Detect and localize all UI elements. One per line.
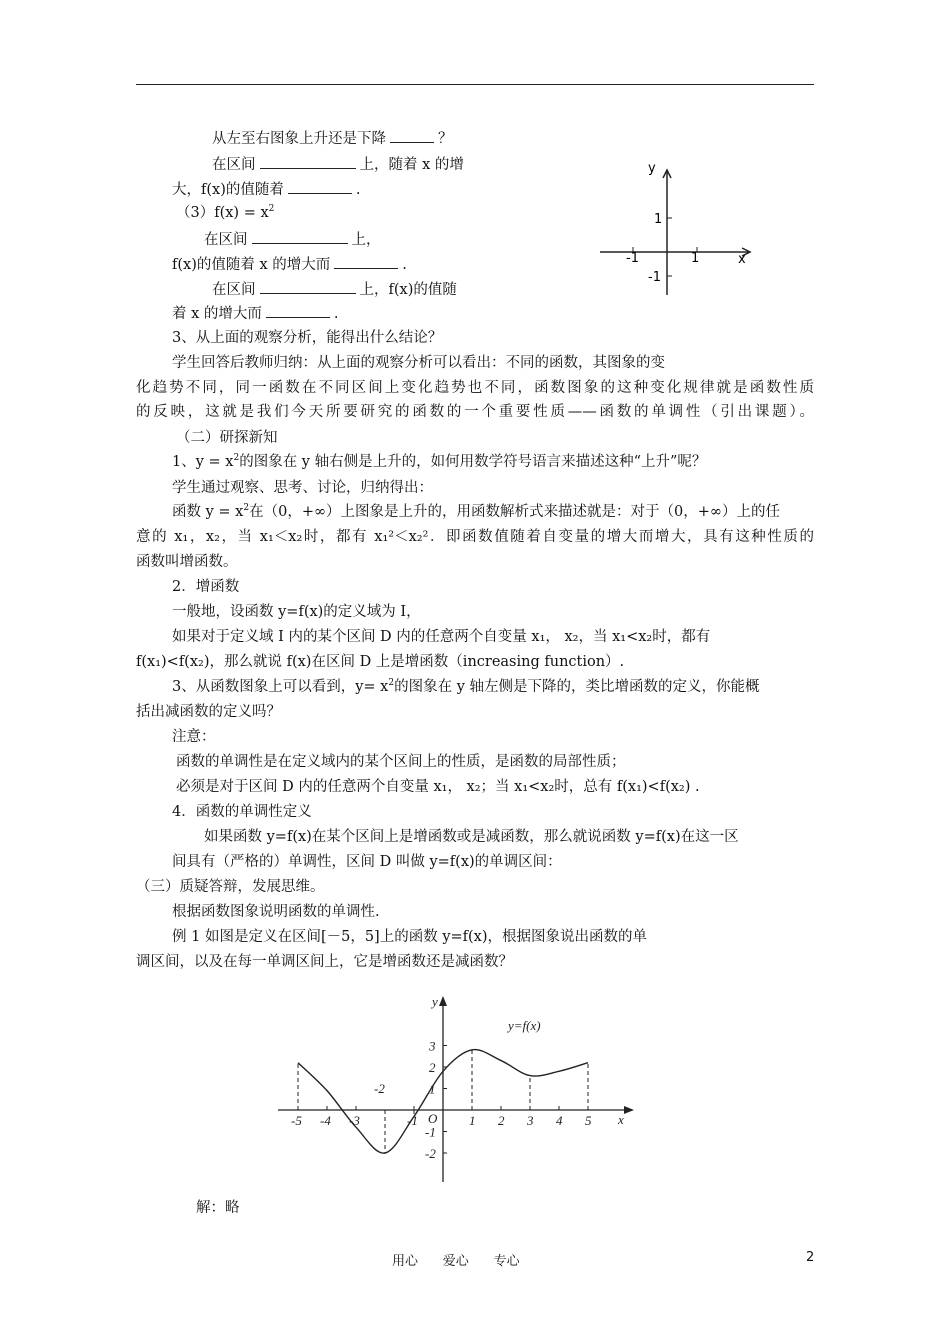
text-line: 大，f(x)的值随着 .: [172, 179, 360, 200]
text-line: 意的 x₁，x₂，当 x₁＜x₂时，都有 x₁²＜x₂²．即函数值随着自变量的增大而增大，具有这种性质的: [136, 529, 814, 545]
text-line: 例 1 如图是定义在区间[－5，5]上的函数 y=f(x)，根据图象说出函数的单: [172, 929, 648, 945]
x-tick-label: 4: [556, 1113, 563, 1128]
small-y-label: y: [648, 161, 656, 176]
text-line: 如果函数 y=f(x)在某个区间上是增函数或是减函数，那么就说函数 y=f(x)在这一区: [204, 829, 739, 845]
section-heading: （三）质疑答辩，发展思维。: [136, 879, 325, 895]
text-line: 注意：: [172, 729, 216, 745]
text-line: f(x₁)<f(x₂)，那么就说 f(x)在区间 D 上是增函数（increasing function）.: [136, 654, 625, 670]
y-tick-label: -1: [425, 1124, 436, 1140]
small-tick-1: 1: [654, 212, 663, 227]
text-line: 学生回答后教师归纳：从上面的观察分析可以看出：不同的函数，其图象的变: [172, 355, 665, 371]
text-line: 函数的单调性是在定义域内的某个区间上的性质，是函数的局部性质；: [176, 754, 626, 770]
small-x-label: x: [738, 252, 746, 267]
text-line: 学生通过观察、思考、讨论，归纳得出：: [172, 480, 433, 496]
header-rule: [136, 84, 814, 85]
small-tick-neg1-y: -1: [648, 270, 661, 285]
small-tick-1-x: 1: [691, 251, 700, 266]
big-y-arrow: [439, 996, 447, 1006]
text-line: 在区间 上，f(x)的值随: [212, 279, 457, 300]
text-line: 在区间 上，随着 x 的增: [212, 154, 464, 175]
big-y-label: y: [432, 994, 438, 1009]
text-line: 必须是对于区间 D 内的任意两个自变量 x₁， x₂；当 x₁<x₂时，总有 f(x₁)<f(x₂) .: [176, 779, 700, 795]
text-line: 函数 $y = x^2$在（0，+∞）上图象是上升的，用函数解析式来描述就是：对于（0，+∞）上的任: [172, 503, 780, 520]
x-tick-label: -3: [349, 1113, 360, 1128]
section-heading: 2．增函数: [172, 579, 240, 595]
x-tick-label: -5: [291, 1113, 302, 1128]
x-tick-label: 3: [527, 1113, 534, 1128]
big-x-label: x: [618, 1112, 624, 1127]
text-line: 从左至右图象上升还是下降 ？: [212, 128, 453, 149]
page-number: 2: [806, 1250, 815, 1265]
x-tick-label: 2: [498, 1113, 505, 1128]
solution-line: 解：略: [196, 1200, 240, 1216]
text-line: 括出减函数的定义吗？: [136, 704, 281, 720]
x-tick-label: -1: [407, 1113, 418, 1128]
text-line: 在区间 上，: [204, 229, 381, 250]
text-line: 的反映，这就是我们今天所要研究的函数的一个重要性质——函数的单调性（引出课题）。: [136, 404, 814, 420]
text-line: 函数叫增函数。: [136, 554, 238, 570]
min-label: -2: [374, 1081, 385, 1096]
y-tick-label: 3: [429, 1038, 436, 1054]
x-tick-label: 5: [585, 1113, 592, 1128]
small-tick-neg1-x: -1: [626, 251, 639, 266]
text-line: 根据函数图象说明函数的单调性.: [172, 904, 380, 920]
text-line: 间具有（严格的）单调性，区间 D 叫做 y=f(x)的单调区间：: [172, 854, 562, 870]
x-tick-label: -4: [320, 1113, 331, 1128]
text-line: 一般地，设函数 y=f(x)的定义域为 I，: [172, 604, 421, 620]
small-axes-graph: [590, 150, 760, 300]
origin-label: O: [428, 1111, 438, 1126]
text-line: 3、从上面的观察分析，能得出什么结论？: [172, 330, 443, 346]
text-line: f(x)的值随着 x 的增大而 .: [172, 254, 407, 275]
x-tick-label: 1: [469, 1113, 476, 1128]
y-tick-label: 2: [429, 1060, 436, 1075]
curve-label: y=f(x): [508, 1018, 541, 1033]
text-line: 调区间，以及在每一单调区间上，它是增函数还是减函数？: [136, 954, 513, 970]
text-line: 如果对于定义域 I 内的某个区间 D 内的任意两个自变量 x₁， x₂，当 x₁<x₂时，都有: [172, 629, 711, 645]
big-x-arrow: [624, 1106, 634, 1114]
text-line: 着 x 的增大而 .: [172, 303, 339, 324]
text-line: 1、$y = x^2$的图象在 y 轴右侧是上升的，如何用数学符号语言来描述这种“上升”呢？: [172, 453, 707, 470]
section-heading: 4．函数的单调性定义: [172, 804, 312, 820]
text-line: 化趋势不同，同一函数在不同区间上变化趋势也不同，函数图象的这种变化规律就是函数性质: [136, 380, 814, 396]
y-tick-label: 1: [429, 1081, 436, 1097]
footer-center: 用心 爱心 专心: [392, 1254, 520, 1269]
y-tick-label: -2: [425, 1146, 436, 1161]
section-heading: （二）研探新知: [176, 430, 278, 446]
text-line: 3、从函数图象上可以看到，$y= x^2$的图象在 y 轴左侧是下降的，类比增函数的定义，你能概: [172, 678, 760, 695]
text-line: $(3)f(x) = x^2$: [176, 204, 275, 221]
function-graph: [270, 990, 640, 1190]
